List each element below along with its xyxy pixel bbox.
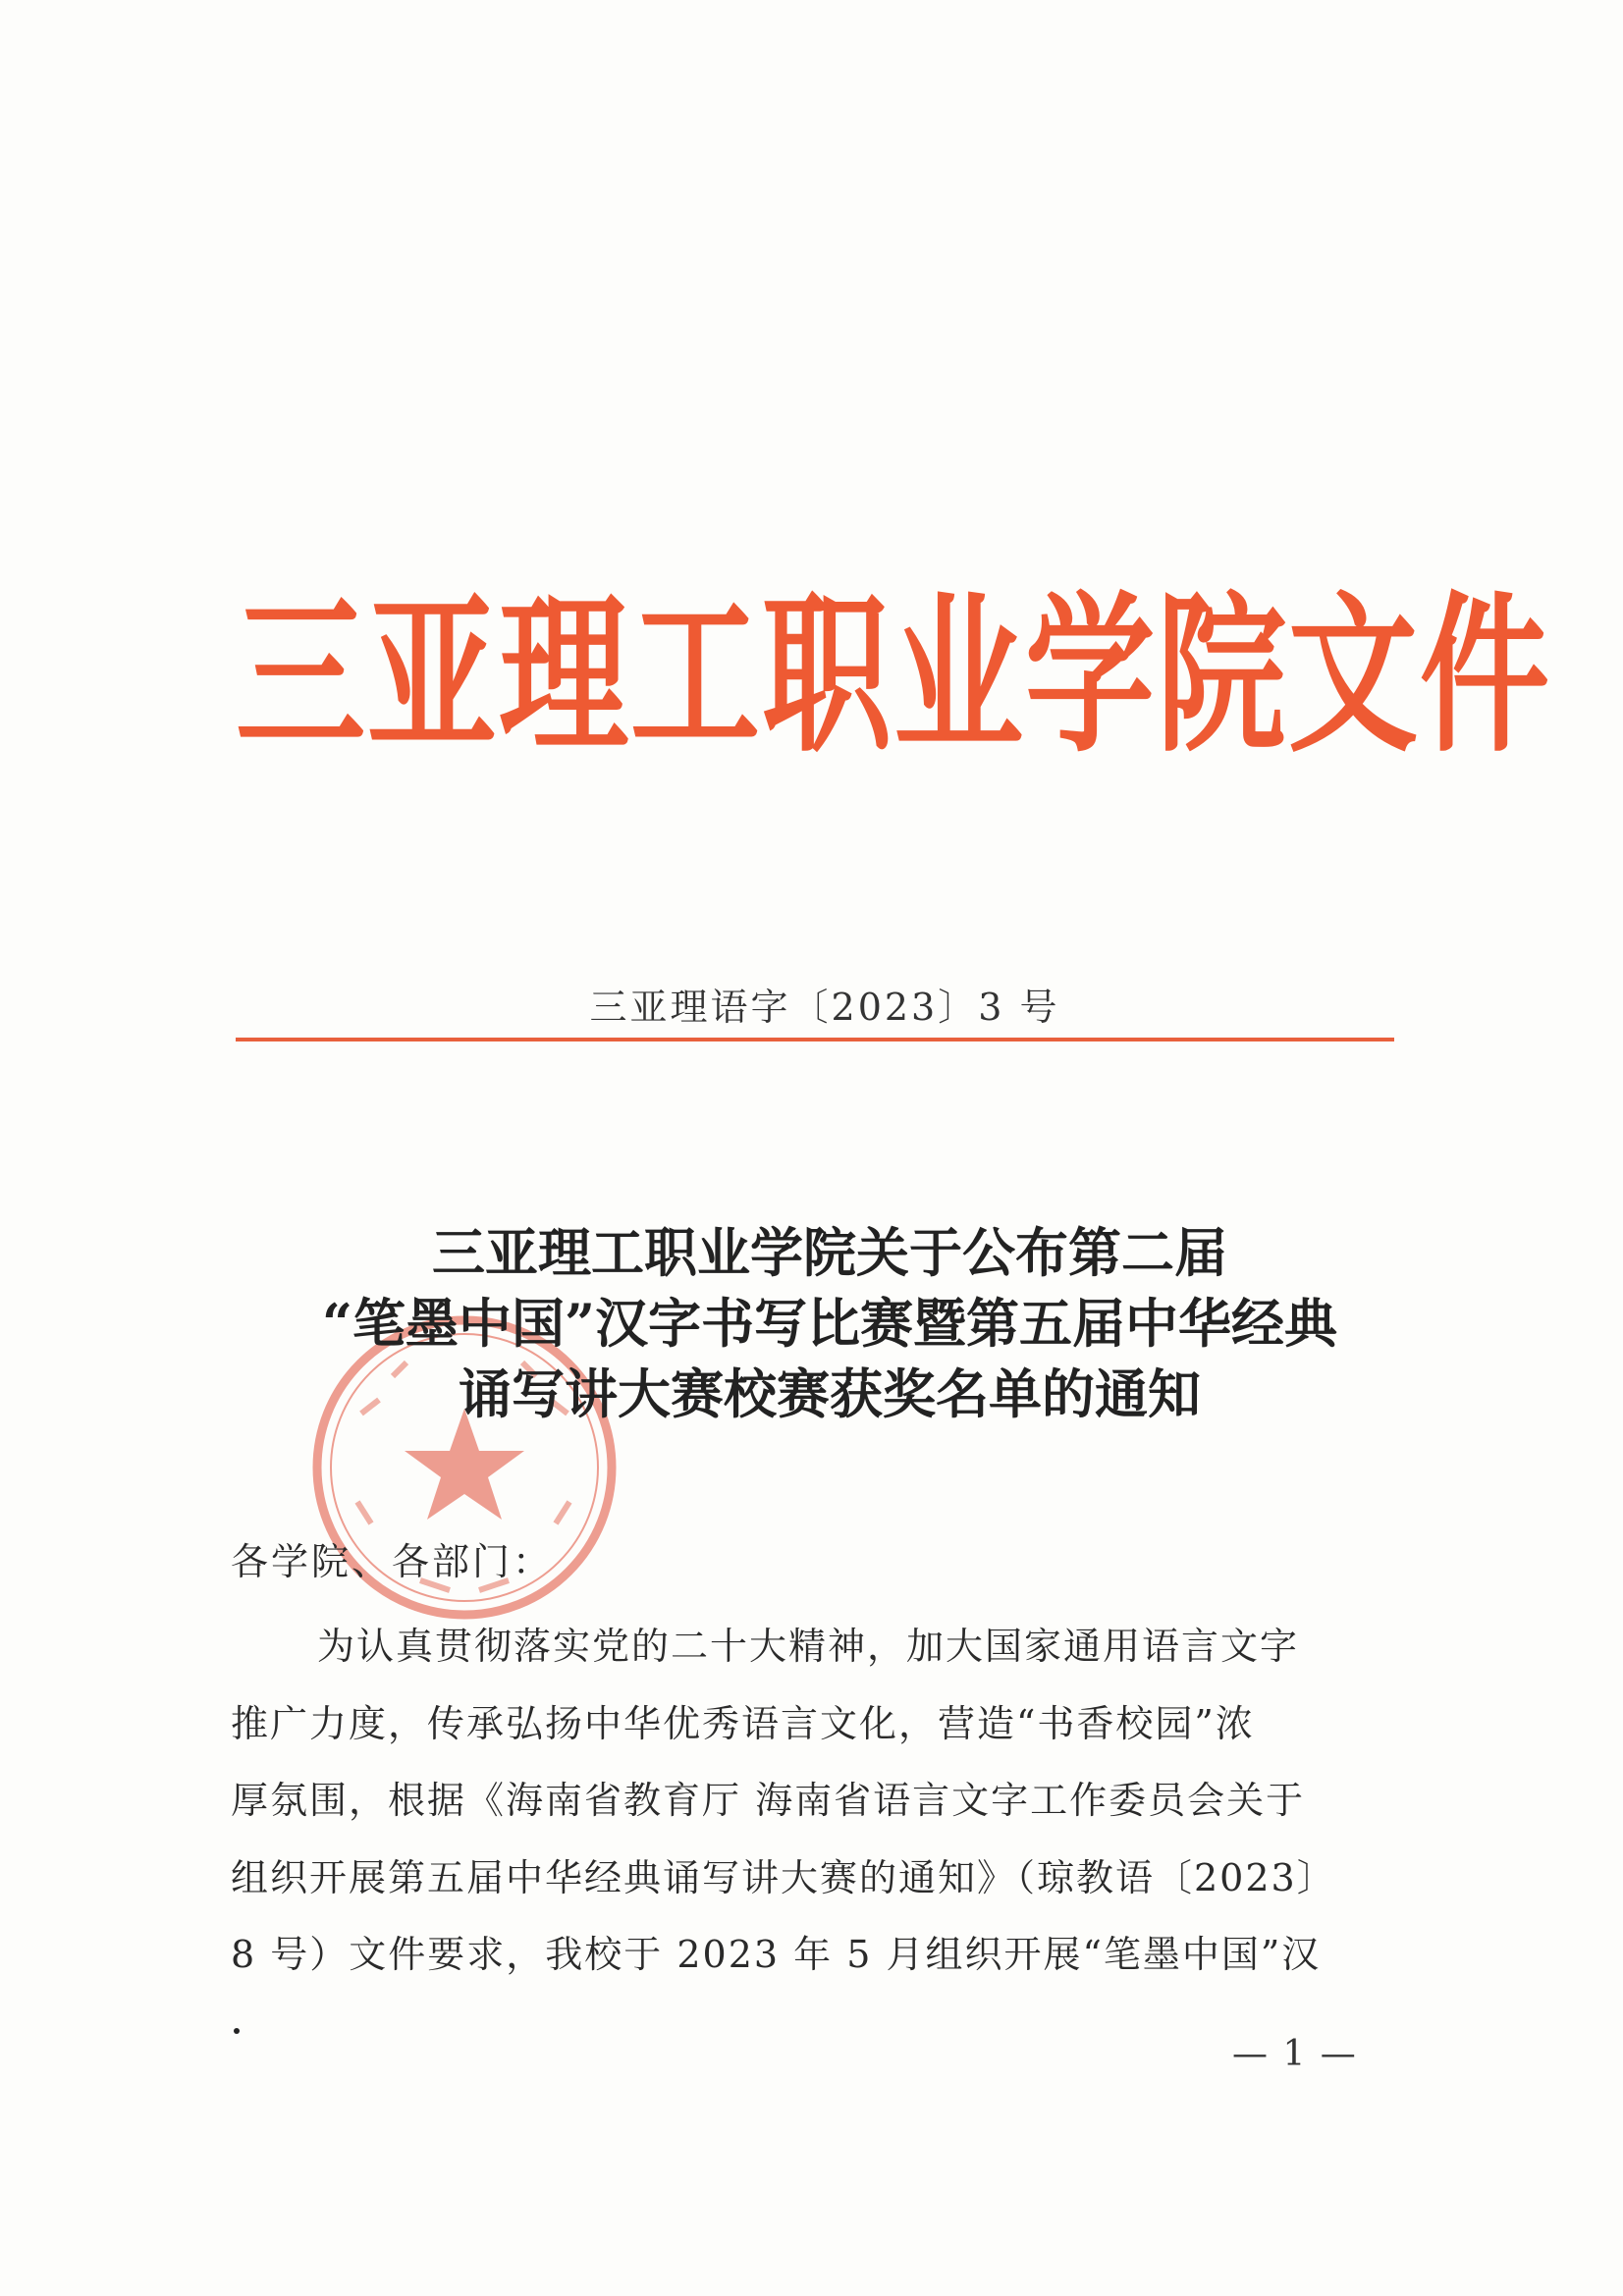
document-number: 三亚理语字〔2023〕3 号 xyxy=(589,986,1060,1029)
body-paragraph xyxy=(231,1608,1429,1994)
title-line: 诵写讲大赛校赛获奖名单的通知 xyxy=(459,1362,1201,1425)
title-line: 三亚理工职业学院关于公布第二届 xyxy=(432,1221,1227,1284)
red-divider xyxy=(236,1038,1394,1041)
body-line: 推广力度，传承弘扬中华优秀语言文化，营造“书香校园”浓 xyxy=(231,1701,1255,1745)
masthead: 三亚理工职业学院文件 xyxy=(236,576,1551,776)
title-line: “笔墨中国”汉字书写比赛暨第五届中华经典 xyxy=(321,1292,1338,1355)
page-number: — 1 — xyxy=(1232,2034,1358,2074)
body-line: 厚氛围，根据《海南省教育厅 海南省语言文字工作委员会关于 xyxy=(231,1779,1306,1822)
salutation: 各学院、各部门： xyxy=(231,1540,554,1583)
body-line: 为认真贯彻落实党的二十大精神，加大国家通用语言文字 xyxy=(317,1625,1300,1668)
notice-title xyxy=(226,1217,1434,1429)
body-line: 8 号）文件要求，我校于 2023 年 5 月组织开展“笔墨中国”汉 xyxy=(231,1933,1322,1976)
body-line: 组织开展第五届中华经典诵写讲大赛的通知》（琼教语〔2023〕 xyxy=(231,1855,1336,1899)
stray-mark xyxy=(234,2028,240,2034)
